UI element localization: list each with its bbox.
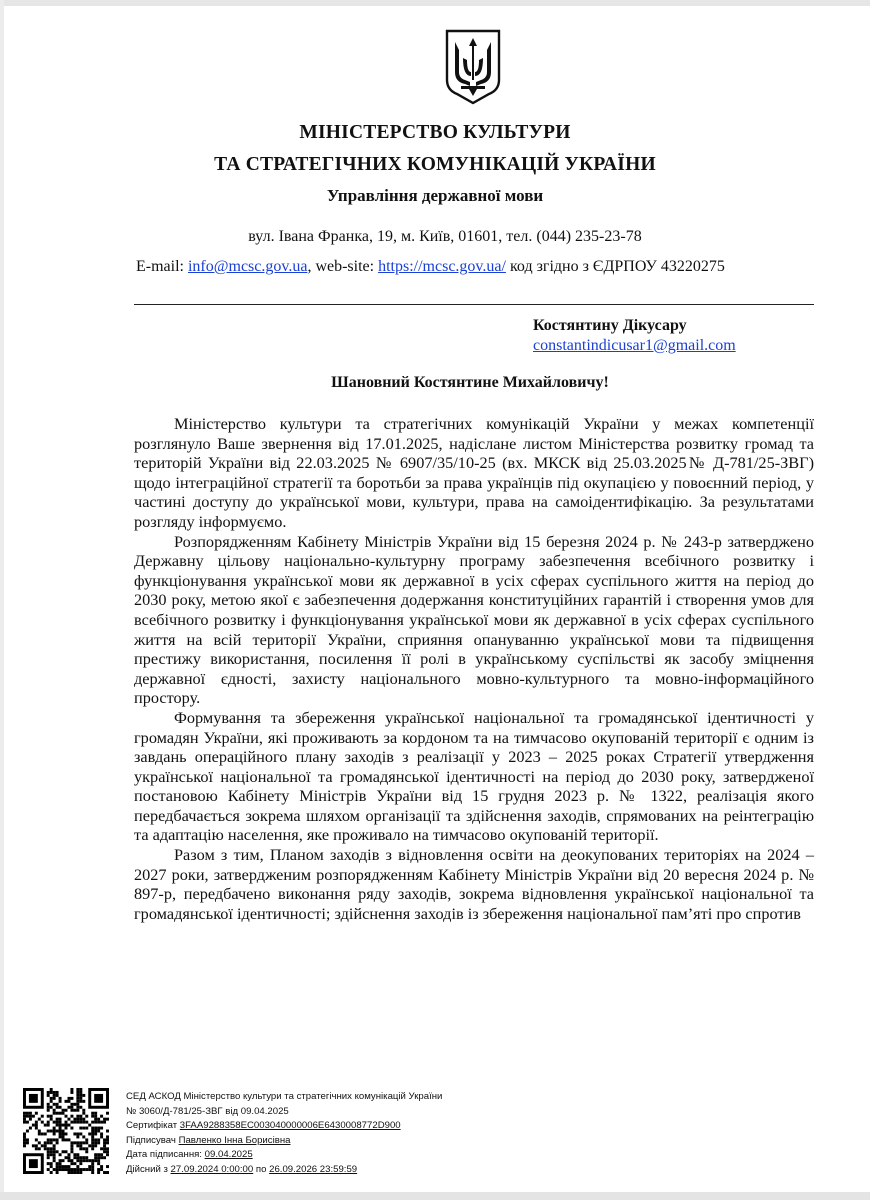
stamp-validity-line [126, 1163, 442, 1178]
website-label: , web-site: [307, 258, 379, 275]
validity-from: 27.09.2024 0:00:00 [170, 1163, 254, 1175]
certificate-label: Сертифікат [126, 1120, 180, 1132]
e-signature-stamp [126, 1090, 442, 1178]
website-link[interactable]: https://mcsc.gov.ua/ [378, 258, 506, 275]
body-paragraph-1: Міністерство культури та стратегічних комунікацій України у межах компетенції розглянуло Ваше звернення від 17.01.2025, надісланe листом Міністерства розвитку громад та територій України від 22.03.2025 № 6907/35/10-25 (вх. МКСК від 25.03.2025№ Д-781/25-ЗВГ) щодо інтеграційної стратегії та боротьби за права українців під окупацією у повоєнний період, у частині доступу до української мови, культури, права на самоідентифікацію. За результатами розгляду інформуємо. [134, 414, 814, 531]
ministry-address: вул. Івана Франка, 19, м. Київ, 01601, тел. (044) 235-23-78 [248, 228, 642, 245]
signer-label: Підписувач [126, 1134, 179, 1146]
ministry-title-line1: МІНІСТЕРСТВО КУЛЬТУРИ [299, 122, 571, 143]
department-name: Управління державної мови [326, 186, 544, 205]
edrpou-code: код згідно з ЄДРПОУ 43220275 [505, 258, 725, 275]
trident-emblem-icon [443, 28, 503, 106]
signing-date-value: 09.04.2025 [204, 1149, 253, 1161]
screenshot-frame-bottom [0, 1192, 870, 1200]
signing-date-label: Дата підписання: [126, 1149, 205, 1161]
letter-body [134, 414, 814, 923]
screenshot-frame-top [0, 0, 870, 6]
validity-to: 26.09.2026 23:59:59 [269, 1163, 358, 1175]
header-divider [134, 304, 814, 305]
stamp-date-line [126, 1148, 442, 1163]
validity-mid: по [253, 1163, 270, 1175]
recipient-email-link[interactable]: constantindicusar1@gmail.com [533, 337, 736, 354]
stamp-certificate-line [126, 1119, 442, 1134]
validity-prefix: Дійсний з [126, 1163, 171, 1175]
contacts-line [136, 258, 725, 276]
stamp-system-line: СЕД АСКОД Міністерство культури та стратегічних комунікацій України [126, 1091, 443, 1102]
email-label: E-mail: [136, 258, 188, 275]
email-link[interactable]: info@mcsc.gov.ua [187, 258, 308, 275]
stamp-registration-line: № 3060/Д-781/25-ЗВГ від 09.04.2025 [126, 1105, 289, 1117]
recipient-block [533, 316, 736, 356]
stamp-signer-line [126, 1134, 442, 1149]
body-paragraph-4: Разом з тим, Планом заходів з відновлення освіти на деокупованих територіях на 2024 – 2027 роки, затвердженим розпорядженням Кабінету Міністрів України від 20 вересня 2024 р. № 897-р, передбачено виконання ряду заходів, зокрема відновлення української національної та громадянської ідентичності; здійснення заходів із збереження національної пам’яті про спротив [134, 845, 814, 923]
recipient-name: Костянтину Дікусару [533, 317, 687, 334]
screenshot-frame-left [0, 0, 4, 1200]
ministry-title-line2: ТА СТРАТЕГІЧНИХ КОМУНІКАЦІЙ УКРАЇНИ [214, 154, 656, 175]
letter-greeting: Шановний Костянтине Михайловичу! [331, 374, 609, 391]
qr-code [23, 1088, 109, 1174]
signer-value: Павленко Інна Борисівна [178, 1134, 291, 1146]
body-paragraph-3: Формування та збереження української національної та громадянської ідентичності у громадян України, які проживають за кордоном та на тимчасово окупованій території є одним із завдань операційного плану заходів з реалізації у 2023 – 2025 роках Стратегії утвердження української національної та громадянської ідентичності на період до 2030 року, затвердженої постановою Кабінету Міністрів України від 15 грудня 2023 р. № 1322, реалізація якого передбачається зокрема шляхом організації та здійснення заходів, спрямованих на реінтеграцію та адаптацію населення, яке проживало на тимчасово окупованій території. [134, 707, 814, 845]
certificate-value: 3FAA9288358EC003040000006E6430008772D900 [179, 1120, 401, 1132]
body-paragraph-2: Розпорядженням Кабінету Міністрів України від 15 березня 2024 р. № 243-р затверджено Державну цільову національно-культурну програму забезпечення всебічного розвитку і функціонування української мови як державної в усіх сферах суспільного життя на період до 2030 року, метою якої є забезпечення додержання конституційних гарантій і створення умов для всебічного розвитку і функціонування української мови як державної в усіх сферах суспільного життя на всій території України, сприяння опануванню української мови та підвищення престижу використання, посилення її ролі в українському суспільстві як засобу зміцнення державної єдності, захисту національного мовно-культурного та мовно-інформаційного простору. [134, 531, 814, 708]
